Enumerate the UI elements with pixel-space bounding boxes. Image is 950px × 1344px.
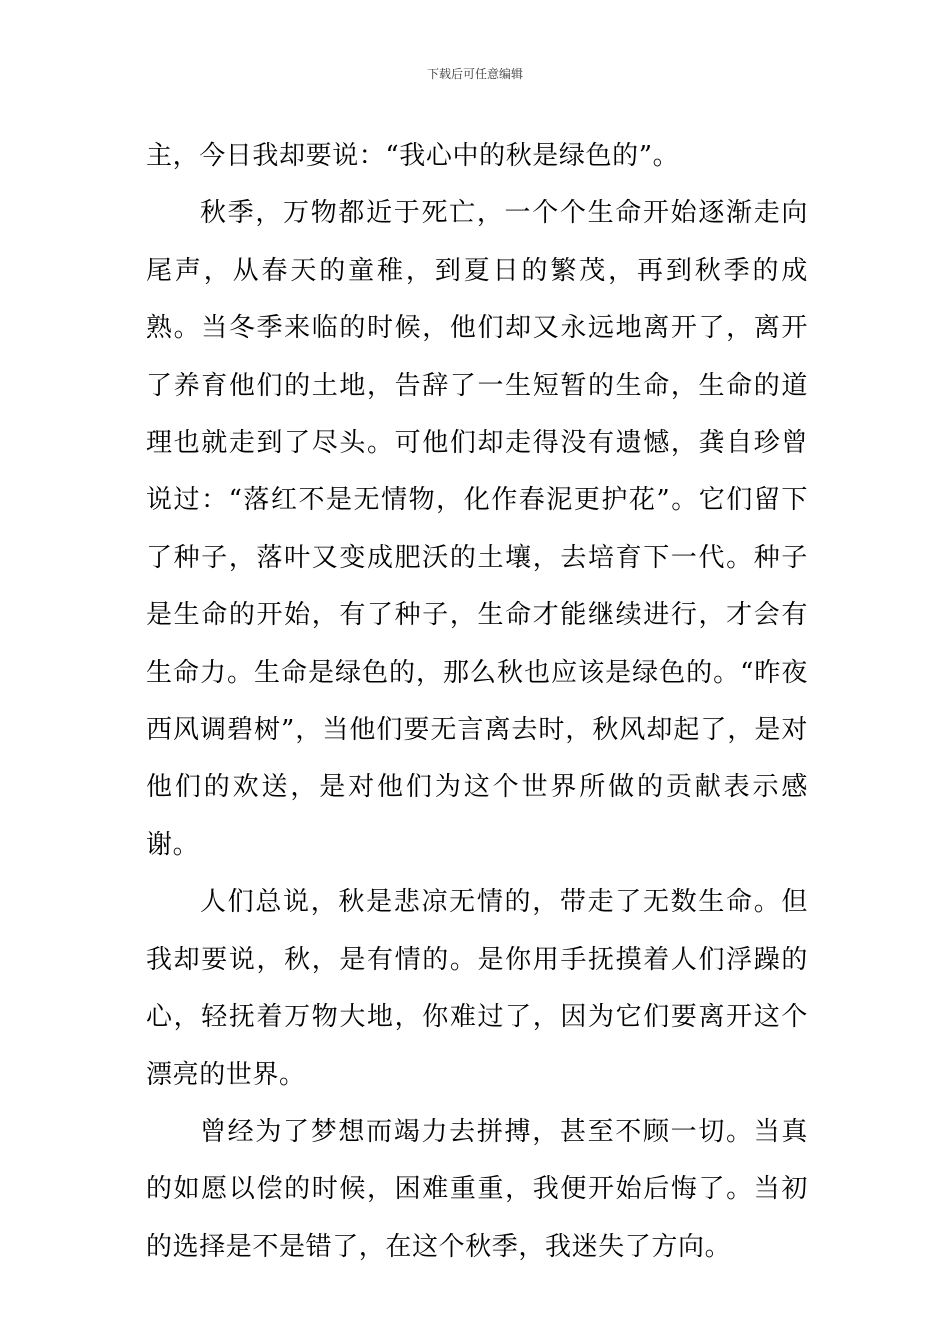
paragraph-4: 曾经为了梦想而竭力去拼搏，甚至不顾一切。当真的如愿以偿的时候，困难重重，我便开始后悔了。当初的选择是不是错了，在这个秋季，我迷失了方向。 (146, 1116, 808, 1262)
page-header: 下载后可任意编辑 (426, 67, 523, 81)
paragraph-3: 人们总说，秋是悲凉无情的，带走了无数生命。但我却要说，秋，是有情的。是你用手抚摸着人们浮躁的心，轻抚着万物大地，你难过了，因为它们要离开这个漂亮的世界。 (146, 887, 808, 1090)
paragraph-2: 秋季，万物都近于死亡，一个个生命开始逐渐走向尾声，从春天的童稚，到夏日的繁茂，再到秋季的成熟。当冬季来临的时候，他们却又永远地离开了，离开了养育他们的土地，告辞了一生短暂的生命，生命的道理也就走到了尽头。可他们却走得没有遗憾，龚自珍曾说过：“落红不是无情物，化作春泥更护花”。它们留下了种子，落叶又变成肥沃的土壤，去培育下一代。种子是生命的开始，有了种子，生命才能继续进行，才会有生命力。生命是绿色的，那么秋也应该是绿色的。“昨夜西风调碧树”，当他们要无言离去时，秋风却起了，是对他们的欢送，是对他们为这个世界所做的贡献表示感谢。 (146, 198, 808, 860)
paragraph-1: 主，今日我却要说：“我心中的秋是绿色的”。 (146, 141, 680, 171)
document-body (146, 128, 808, 1276)
